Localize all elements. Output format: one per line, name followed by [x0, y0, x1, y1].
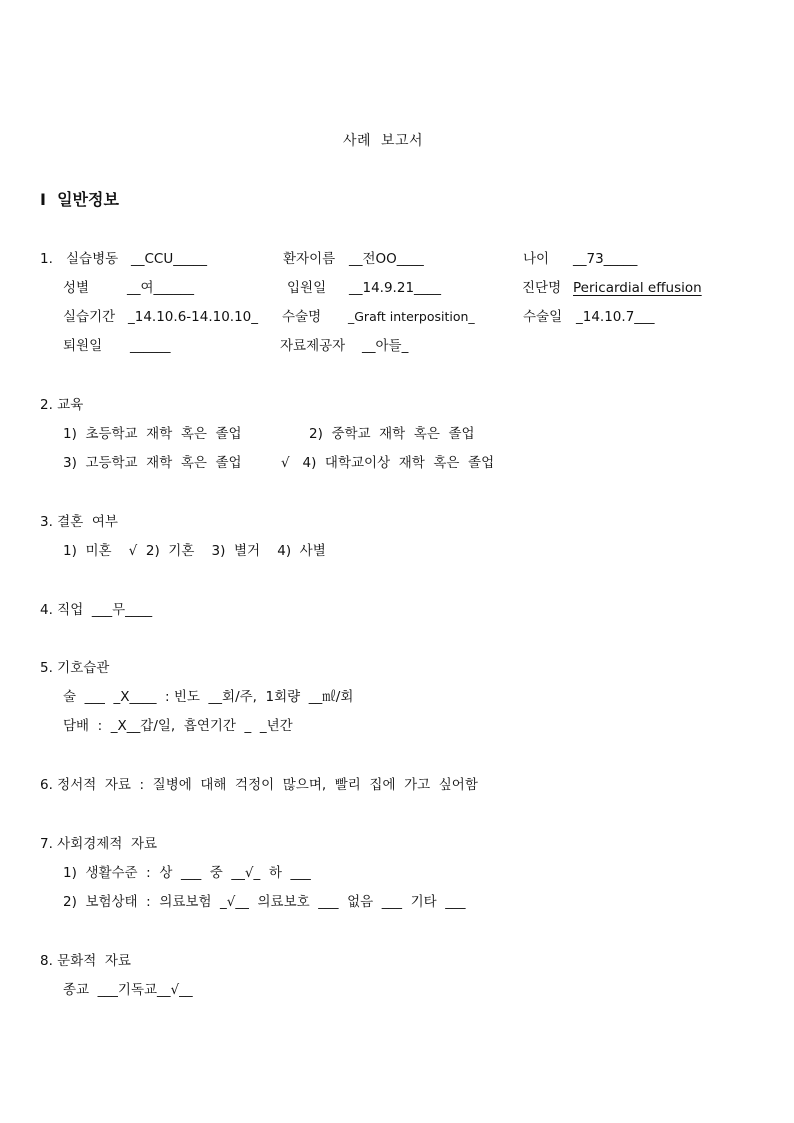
smoking-line: 담배 : _X__갑/일, 흡연기간 _ _년간: [63, 718, 293, 734]
education-option-4: √ 4) 대학교이상 재학 혹은 졸업: [281, 455, 495, 471]
operation-name-label: 수술명: [282, 309, 322, 325]
marriage-options: 1) 미혼 √ 2) 기혼 3) 별거 4) 사별: [63, 543, 326, 559]
admission-date-label: 입원일: [287, 280, 327, 296]
age-value: __73_____: [573, 251, 638, 267]
religion-line: 종교 ___기독교__√__: [63, 982, 193, 998]
ward-label: 실습병동: [66, 251, 119, 267]
socioeconomic-heading: 7. 사회경제적 자료: [40, 836, 158, 852]
education-option-2: 2) 중학교 재학 혹은 졸업: [309, 426, 475, 442]
age-label: 나이: [523, 251, 550, 267]
sex-label: 성별: [63, 280, 90, 296]
data-provider-value: __아들_: [362, 338, 409, 354]
practice-period-label: 실습기간: [63, 309, 116, 325]
insurance-status-line: 2) 보험상태 : 의료보험 _√__ 의료보호 ___ 없음 ___ 기타 ___: [63, 894, 466, 910]
discharge-date-label: 퇴원일: [63, 338, 103, 354]
emotional-data-line: 6. 정서적 자료 : 질병에 대해 걱정이 많으며, 빨리 집에 가고 싶어함: [40, 777, 478, 793]
diagnosis-label: 진단명: [522, 280, 562, 296]
item-number-1: 1.: [40, 251, 53, 267]
alcohol-line: 술 ___ _X____ : 빈도 __회/주, 1회량 __㎖/회: [63, 689, 354, 705]
practice-period-value: _14.10.6-14.10.10_: [128, 309, 259, 325]
marriage-heading: 3. 결혼 여부: [40, 514, 118, 530]
living-standard-line: 1) 생활수준 : 상 ___ 중 __√_ 하 ___: [63, 865, 311, 881]
page-title: 사례 보고서: [343, 133, 424, 149]
education-option-3: 3) 고등학교 재학 혹은 졸업: [63, 455, 242, 471]
diagnosis-value: Pericardial effusion: [573, 280, 702, 296]
data-provider-label: 자료제공자: [280, 338, 346, 354]
operation-name-value: _Graft interposition_: [348, 309, 475, 324]
patient-name-value: __전OO____: [349, 251, 424, 267]
sex-value: __여______: [127, 280, 195, 296]
habits-heading: 5. 기호습관: [40, 660, 110, 676]
admission-date-value: __14.9.21____: [349, 280, 442, 296]
occupation-line: 4. 직업 ___무____: [40, 602, 153, 618]
operation-date-label: 수술일: [523, 309, 563, 325]
patient-name-label: 환자이름: [283, 251, 336, 267]
section-general-info-heading: Ⅰ 일반정보: [40, 190, 119, 209]
education-option-1: 1) 초등학교 재학 혹은 졸업: [63, 426, 242, 442]
ward-value: __CCU_____: [131, 251, 207, 267]
cultural-heading: 8. 문화적 자료: [40, 953, 131, 969]
discharge-date-value: ______: [130, 338, 171, 354]
operation-date-value: _14.10.7___: [576, 309, 655, 325]
education-heading: 2. 교육: [40, 397, 84, 413]
